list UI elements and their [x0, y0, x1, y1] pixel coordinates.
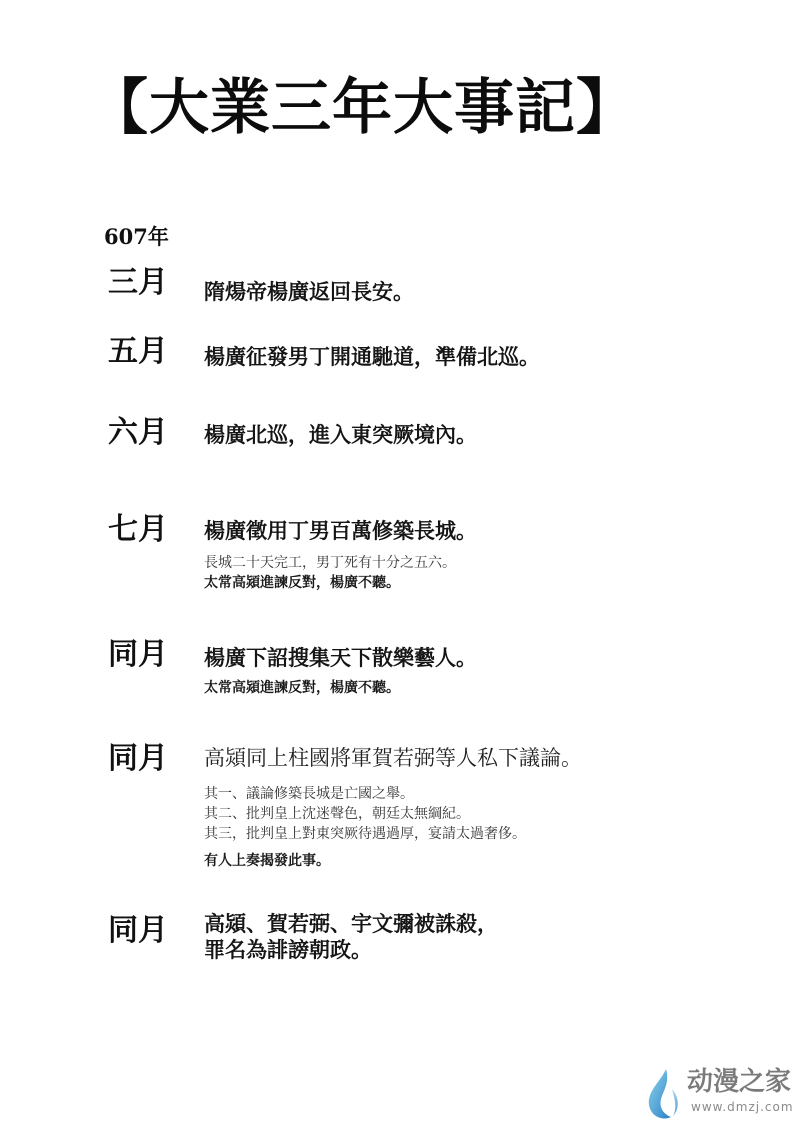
site-watermark: [643, 1067, 793, 1123]
entry-1-month: 三月: [108, 265, 168, 300]
entry-6-note-2: 其二、批判皇上沈迷聲色，朝廷太無綱紀。: [204, 805, 470, 822]
entry-5-month: 同月: [108, 637, 168, 672]
entry-5-main: 楊廣下詔搜集天下散樂藝人。: [204, 646, 477, 670]
entry-6-month: 同月: [108, 741, 168, 776]
droplet-logo-icon: [643, 1067, 683, 1123]
entry-2-month: 五月: [108, 334, 168, 369]
entry-3-main: 楊廣北巡，進入東突厥境內。: [204, 423, 477, 447]
entry-6-bold-note: 有人上奏揭發此事。: [204, 853, 330, 869]
entry-1-main: 隋煬帝楊廣返回長安。: [204, 280, 414, 304]
watermark-text: 动漫之家: [687, 1067, 792, 1097]
entry-3-month: 六月: [108, 415, 168, 450]
year-label: 607年: [104, 224, 169, 249]
entry-4-main: 楊廣徵用丁男百萬修築長城。: [204, 519, 477, 543]
entry-7-main-line-1: 高熲、賀若弼、宇文彌被誅殺，: [204, 912, 498, 936]
entry-5-bold-note: 太常高熲進諫反對，楊廣不聽。: [204, 680, 400, 696]
entry-2-main: 楊廣征發男丁開通馳道，準備北巡。: [204, 345, 540, 369]
entry-6-main: 高熲同上柱國將軍賀若弼等人私下議論。: [204, 746, 582, 770]
watermark-url: www.dmzj.com: [691, 1100, 794, 1114]
entry-4-month: 七月: [108, 512, 168, 547]
entry-6-note-1: 其一、議論修築長城是亡國之舉。: [204, 786, 414, 802]
entry-4-note: 長城二十天完工，男丁死有十分之五六。: [204, 555, 456, 571]
entry-4-bold-note: 太常高熲進諫反對，楊廣不聽。: [204, 575, 400, 591]
entry-7-main: [204, 911, 498, 964]
page-title: 【大業三年大事記】: [88, 73, 637, 143]
entry-7-month: 同月: [108, 913, 168, 948]
entry-6-notes: [204, 785, 526, 845]
entry-7-main-line-2: 罪名為誹謗朝政。: [204, 938, 372, 963]
entry-6-note-3: 其三，批判皇上對東突厥待遇過厚，宴請太過奢侈。: [204, 825, 526, 842]
